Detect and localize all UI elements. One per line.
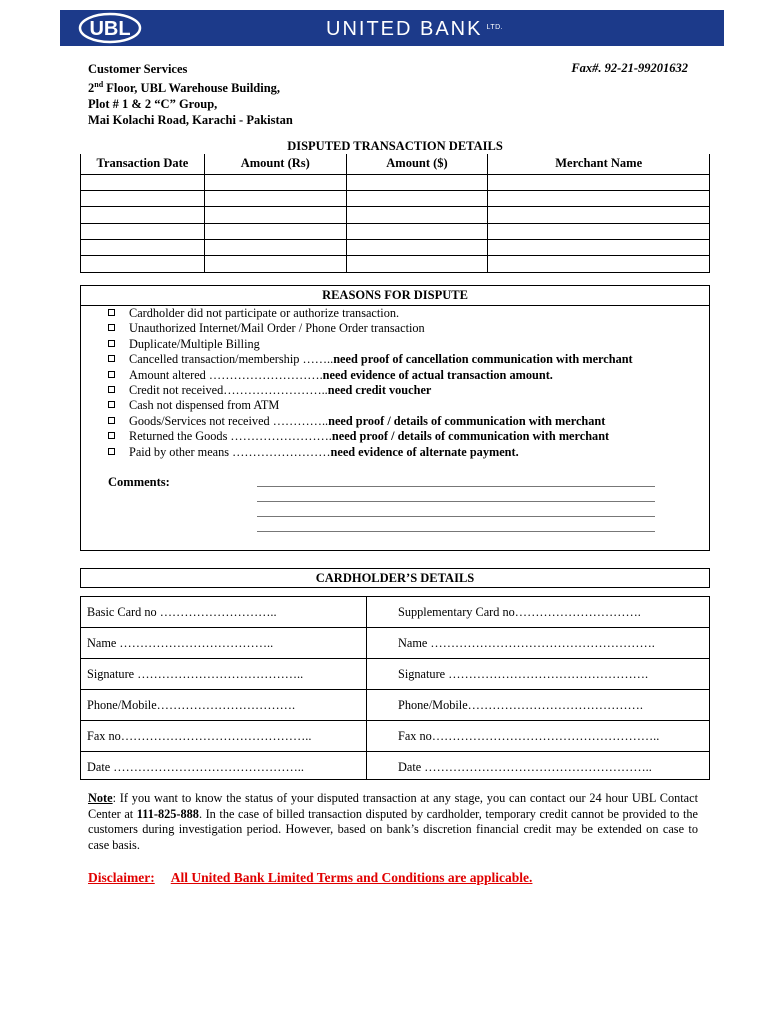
reason-text: Unauthorized Internet/Mail Order / Phone Order transaction (129, 321, 425, 336)
row-divider (81, 627, 709, 628)
reason-item (108, 352, 633, 367)
reason-text: Amount altered ………………………. (129, 367, 323, 382)
reason-requirement: need proof / details of communication with merchant (331, 429, 610, 444)
checkbox-icon[interactable] (108, 371, 115, 378)
table-cell[interactable] (204, 256, 346, 272)
table-cell[interactable] (488, 207, 710, 223)
table-cell[interactable] (346, 207, 488, 223)
table-cell[interactable] (81, 174, 205, 190)
comment-line[interactable] (257, 516, 655, 517)
table-cell[interactable] (346, 240, 488, 256)
cardholder-field-left[interactable]: Signature ………………………………….. (87, 667, 304, 681)
cardholder-field-right[interactable]: Fax no……………………………………………….. (398, 729, 660, 743)
row-divider (81, 720, 709, 721)
reason-requirement: need proof / details of communication with merchant (328, 413, 606, 428)
reason-item (108, 445, 633, 460)
table-cell[interactable] (204, 223, 346, 239)
cardholder-field-left[interactable]: Fax no……………………………………….. (87, 729, 312, 743)
reason-requirement: need evidence of actual transaction amount. (322, 367, 553, 382)
table-cell[interactable] (81, 190, 205, 206)
address-line-2: 2nd Floor, UBL Warehouse Building, (88, 80, 281, 96)
comment-line[interactable] (257, 486, 655, 487)
note-paragraph: Note: If you want to know the status of your disputed transaction at any stage, you can contact our 24 hour UBL Contact Center at 111-825-888. In the case of billed transaction disputed by cardholder, temporary credit cannot be provided to the customers during investigation period. However, based on bank’s discretion financial credit may be extended on case to case basis. (88, 791, 698, 852)
reason-item (108, 321, 633, 336)
checkbox-icon[interactable] (108, 417, 115, 424)
reasons-title: REASONS FOR DISPUTE (81, 288, 709, 306)
fax-number: Fax#. 92-21-99201632 (571, 61, 688, 75)
table-cell[interactable] (346, 190, 488, 206)
table-cell[interactable] (346, 256, 488, 272)
table-cell[interactable] (488, 240, 710, 256)
table-row (81, 256, 710, 272)
table-cell[interactable] (81, 223, 205, 239)
reason-item (108, 398, 633, 413)
table-row (81, 207, 710, 223)
checkbox-icon[interactable] (108, 309, 115, 316)
table-cell[interactable] (488, 190, 710, 206)
comment-line[interactable] (257, 501, 655, 502)
row-divider (81, 658, 709, 659)
reason-text: Cardholder did not participate or authorize transaction. (129, 306, 400, 320)
table-cell[interactable] (204, 190, 346, 206)
ubl-logo-icon (72, 10, 150, 46)
cardholder-field-right[interactable]: Signature …………………………………………. (398, 667, 649, 681)
reason-text: Cash not dispensed from ATM (129, 398, 280, 413)
col-merchant-name: Merchant Name (488, 154, 710, 174)
table-row (81, 223, 710, 239)
reason-requirement: need proof of cancellation communication with merchant (333, 352, 633, 367)
table-cell[interactable] (488, 256, 710, 272)
reason-item (108, 368, 633, 383)
table-row (81, 174, 710, 190)
reason-text: Returned the Goods ……………………. (129, 429, 332, 444)
reason-text: Paid by other means …………………… (129, 444, 331, 459)
col-amount-usd: Amount ($) (346, 154, 488, 174)
disclaimer (88, 870, 532, 886)
reasons-list (108, 306, 633, 460)
reason-requirement: need credit voucher (327, 382, 432, 397)
reason-text: Goods/Services not received ………….. (129, 413, 329, 428)
checkbox-icon[interactable] (108, 448, 115, 455)
col-amount-rs: Amount (Rs) (204, 154, 346, 174)
disclaimer-label: Disclaimer: (88, 870, 155, 885)
cardholder-title: CARDHOLDER’S DETAILS (80, 568, 710, 588)
row-divider (81, 689, 709, 690)
address-block (88, 61, 293, 128)
address-line-1: Customer Services (88, 62, 188, 76)
reason-item (108, 306, 633, 321)
comments-label: Comments: (108, 475, 170, 489)
reason-requirement: need evidence of alternate payment. (330, 444, 519, 459)
cardholder-field-left[interactable]: Name ……………………………….. (87, 636, 274, 650)
table-cell[interactable] (204, 174, 346, 190)
checkbox-icon[interactable] (108, 432, 115, 439)
checkbox-icon[interactable] (108, 340, 115, 347)
reason-text: Duplicate/Multiple Billing (129, 336, 260, 351)
cardholder-field-left[interactable]: Phone/Mobile……………………………. (87, 698, 296, 712)
table-cell[interactable] (488, 174, 710, 190)
table-row (81, 240, 710, 256)
cardholder-field-right[interactable]: Supplementary Card no…………………………. (398, 605, 641, 619)
disclaimer-text: All United Bank Limited Terms and Conditions are applicable. (170, 870, 533, 885)
checkbox-icon[interactable] (108, 386, 115, 393)
reason-text: Credit not received…………………….. (129, 382, 328, 397)
table-cell[interactable] (346, 223, 488, 239)
checkbox-icon[interactable] (108, 355, 115, 362)
checkbox-icon[interactable] (108, 401, 115, 408)
cardholder-box (80, 596, 710, 780)
bank-name: UNITED BANK $^{LTD.}$ (326, 18, 504, 40)
table-cell[interactable] (81, 256, 205, 272)
reasons-box (80, 285, 710, 551)
cardholder-field-right[interactable]: Phone/Mobile……………………………………. (398, 698, 643, 712)
address-line-4: Mai Kolachi Road, Karachi - Pakistan (88, 113, 293, 128)
table-cell[interactable] (204, 240, 346, 256)
cardholder-field-left[interactable]: Basic Card no ……………………….. (87, 605, 277, 619)
cardholder-field-right[interactable]: Name ………………………………………………. (398, 636, 655, 650)
col-transaction-date: Transaction Date (81, 154, 205, 174)
checkbox-icon[interactable] (108, 324, 115, 331)
table-cell[interactable] (488, 223, 710, 239)
reason-item (108, 383, 633, 398)
address-line-3: Plot # 1 & 2 “C” Group, (88, 97, 218, 112)
header-banner (60, 10, 724, 46)
reason-item (108, 414, 633, 429)
reason-item (108, 337, 633, 352)
cardholder-field-left[interactable]: Date ……………………………………….. (87, 760, 304, 774)
note-label: Note (88, 791, 113, 805)
table-row (81, 190, 710, 206)
comment-line[interactable] (257, 531, 655, 532)
table-cell[interactable] (346, 174, 488, 190)
table-cell[interactable] (81, 207, 205, 223)
contact-phone: 111-825-888 (136, 806, 199, 821)
cardholder-field-right[interactable]: Date ……………………………………………….. (398, 760, 652, 774)
disputed-table-title: DISPUTED TRANSACTION DETAILS (287, 139, 503, 153)
reason-item (108, 429, 633, 444)
reason-text: Cancelled transaction/membership …….. (129, 352, 334, 367)
svg-text:UBL: UBL (89, 18, 131, 40)
row-divider (81, 751, 709, 752)
table-cell[interactable] (204, 207, 346, 223)
disputed-transactions-table (80, 154, 710, 273)
table-cell[interactable] (81, 240, 205, 256)
